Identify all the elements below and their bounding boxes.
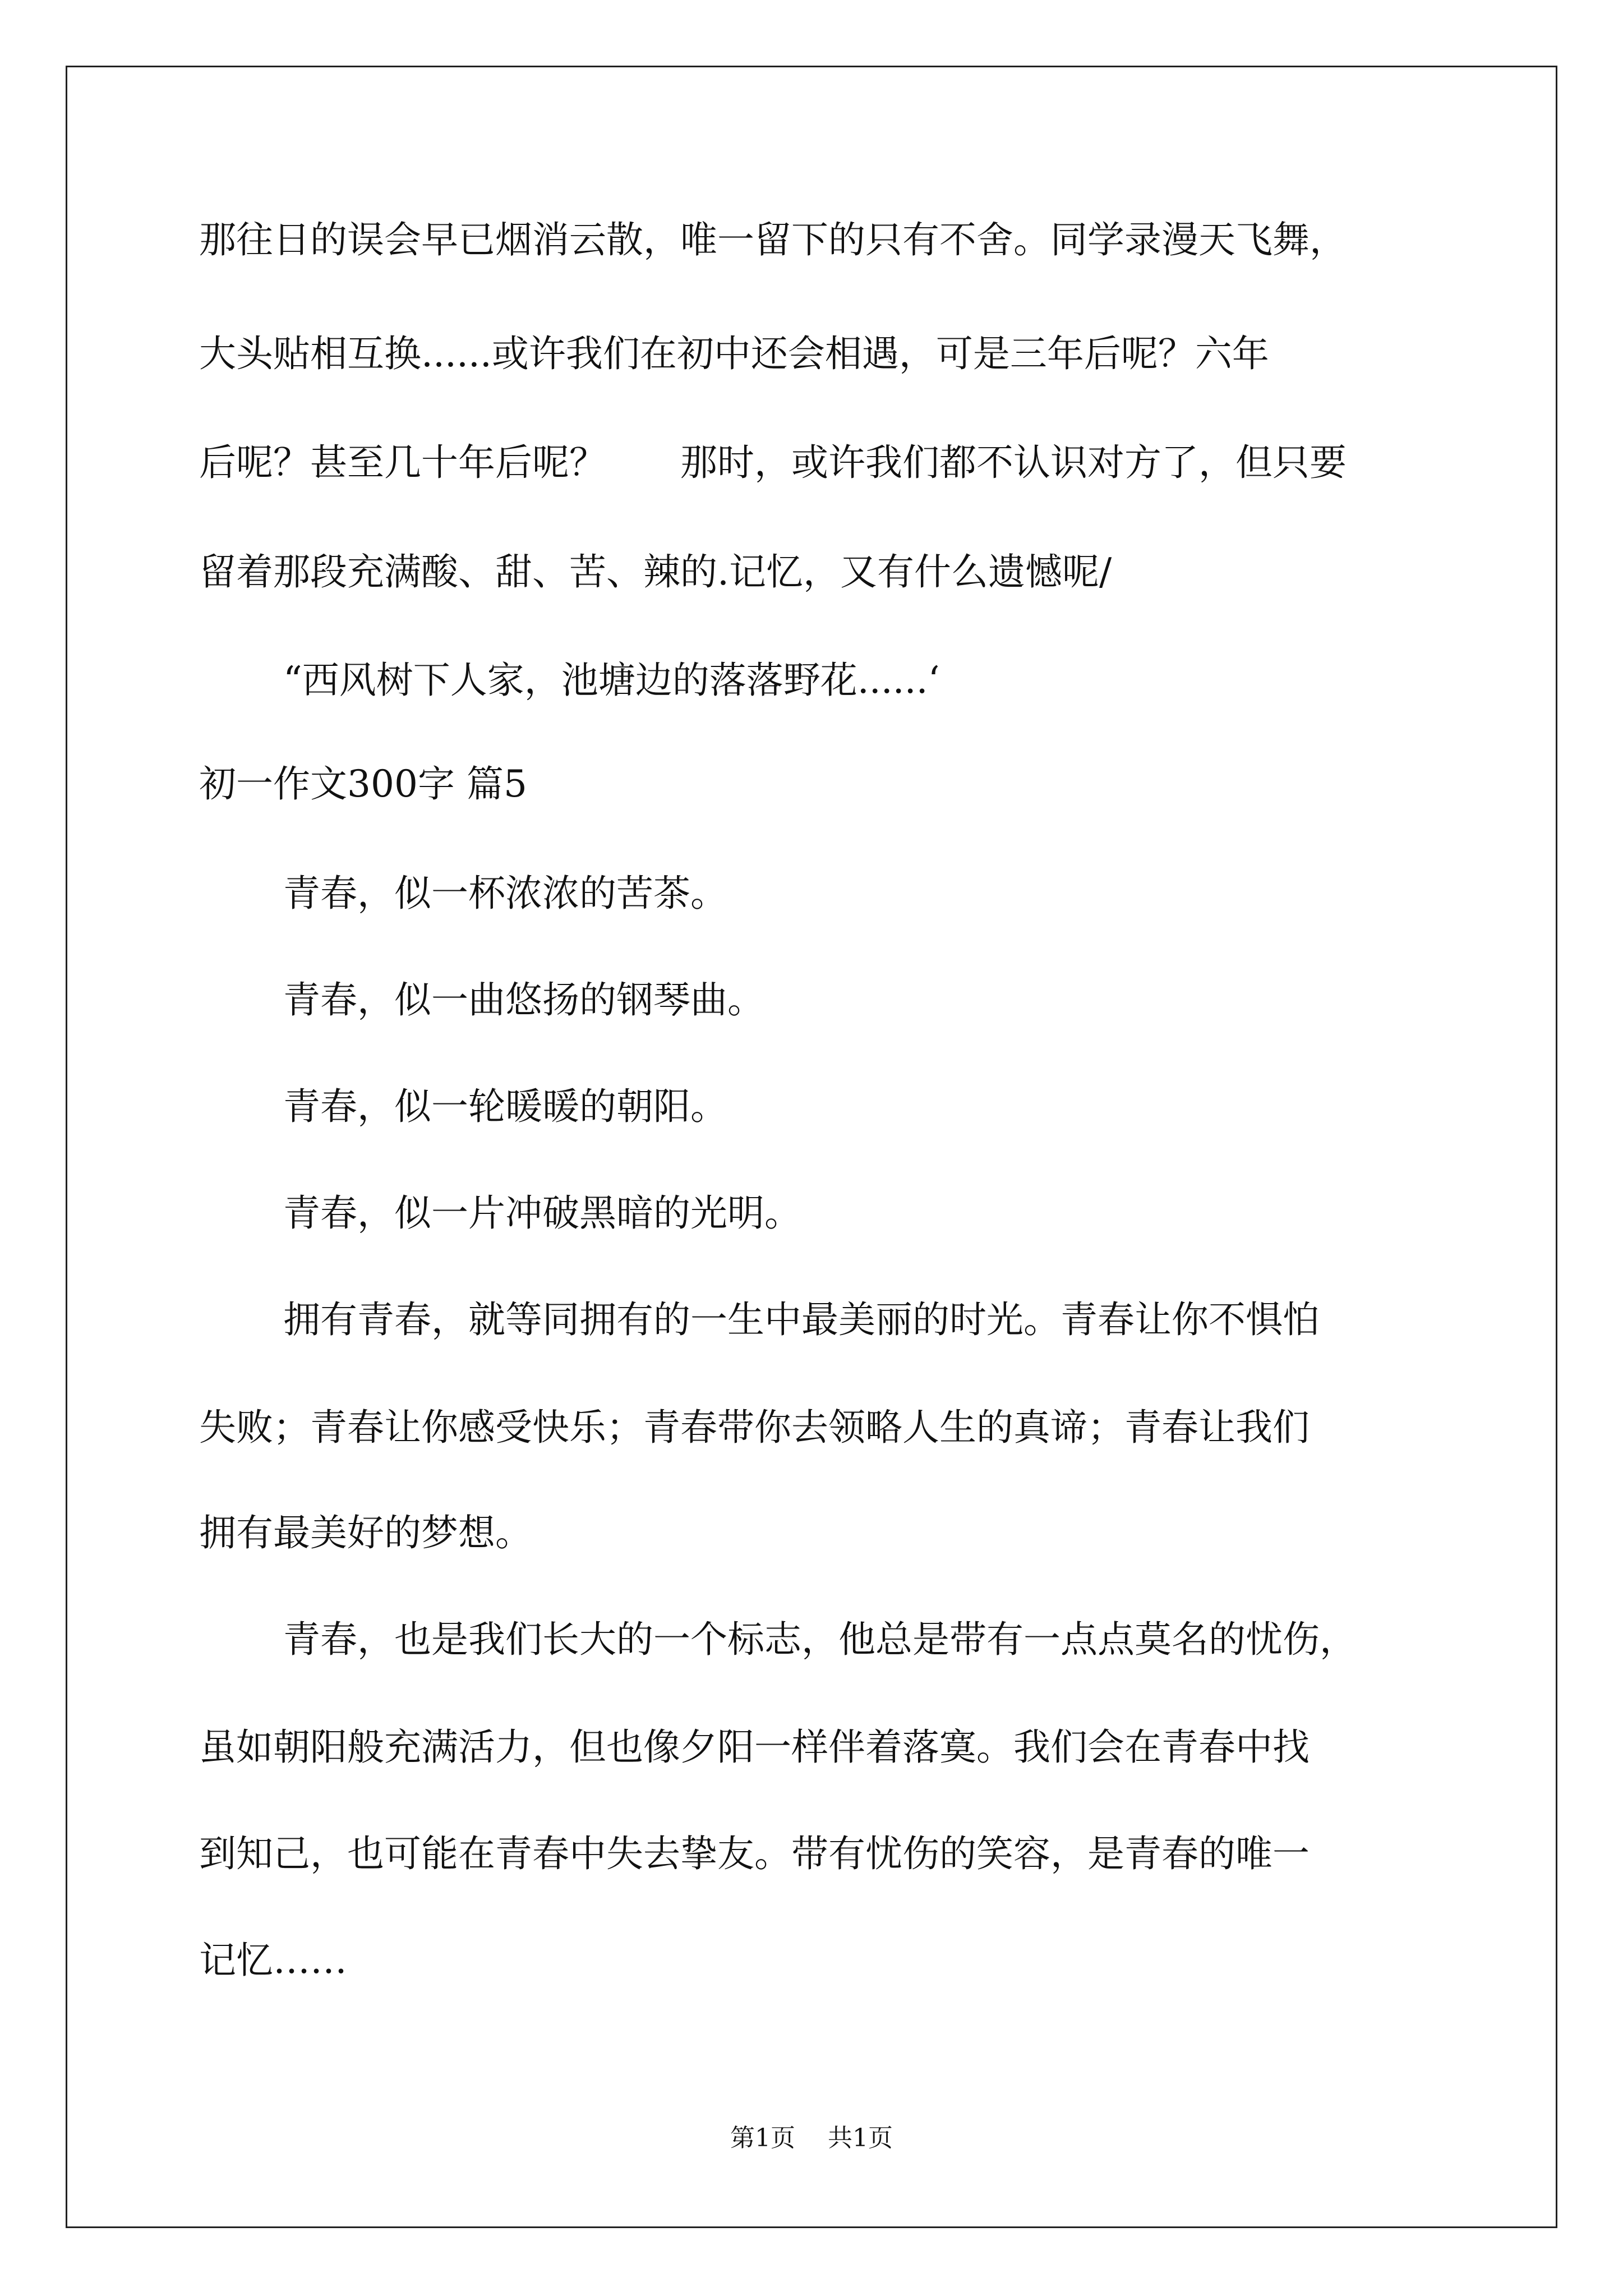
quote-line: “西风树下人家，池塘边的落落野花......‘ xyxy=(283,659,940,702)
text-line: 大头贴相互换......或许我们在初中还会相遇，可是三年后呢？六年 xyxy=(199,332,1269,375)
text-line: 后呢？甚至几十年后呢？ 那时，或许我们都不认识对方了，但只要 xyxy=(199,441,1347,484)
page-total: 共1页 xyxy=(828,2124,893,2152)
section-heading: 初一作文300字 篇5 xyxy=(199,762,527,806)
text-line: 到知己，也可能在青春中失去挚友。带有忧伤的笑容，是青春的唯一 xyxy=(199,1832,1310,1875)
text-line: 青春，也是我们长大的一个标志，他总是带有一点点莫名的忧伤， xyxy=(283,1618,1357,1661)
text-line: 记忆…… xyxy=(199,1939,347,1982)
page-border xyxy=(66,66,1557,2228)
text-line: 拥有青春，就等同拥有的一生中最美丽的时光。青春让你不惧怕 xyxy=(283,1298,1320,1341)
text-line: 拥有最美好的梦想。 xyxy=(199,1511,532,1554)
text-line: 失败；青春让你感受快乐；青春带你去领略人生的真谛；青春让我们 xyxy=(199,1406,1310,1449)
text-line: 那往日的误会早已烟消云散，唯一留下的只有不舍。同学录漫天飞舞， xyxy=(199,218,1347,261)
text-line: 青春，似一轮暖暖的朝阳。 xyxy=(283,1085,727,1128)
text-line: 留着那段充满酸、甜、苦、辣的.记忆，又有什么遗憾呢/ xyxy=(199,550,1112,593)
text-line: 青春，似一曲悠扬的钢琴曲。 xyxy=(283,978,764,1022)
text-line: 青春，似一片冲破黑暗的光明。 xyxy=(283,1191,801,1235)
page-number: 第1页 xyxy=(730,2124,795,2152)
text-line: 青春，似一杯浓浓的苦茶。 xyxy=(283,872,727,915)
page-footer xyxy=(0,2118,1623,2154)
text-line: 虽如朝阳般充满活力，但也像夕阳一样伴着落寞。我们会在青春中找 xyxy=(199,1726,1310,1769)
